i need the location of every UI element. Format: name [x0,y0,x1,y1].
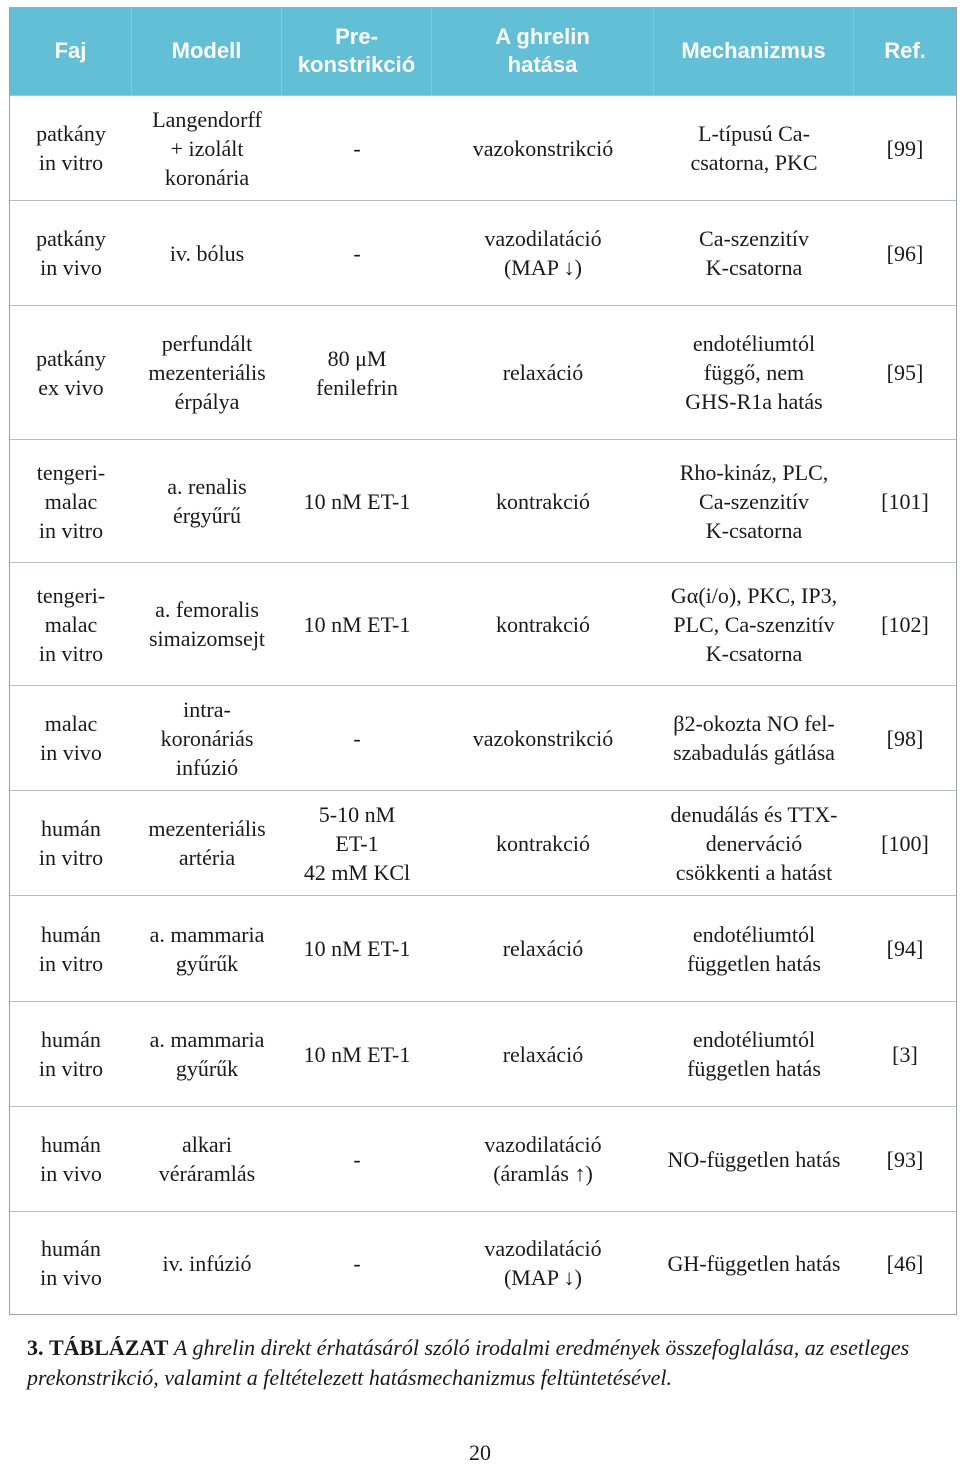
table-header [10,7,956,95]
cell-hatas: relaxáció [502,360,584,385]
caption-text: A ghrelin direkt érhatásáról szóló irodalmi eredmények összefoglalása, az esetleges prekonstrikció, valamint a feltételezett hatásmechanizmus feltüntetésével. [27,1335,910,1390]
cell-faj: humán in vitro [38,1027,104,1081]
cell-prekonstrikcio: - [353,135,361,161]
table-row [10,95,956,200]
table-caption [27,1333,937,1393]
header-prekonstrikcio: Pre- konstrikció [282,7,432,95]
cell-faj: patkány ex vivo [36,345,106,400]
cell-ref: [93] [886,1146,924,1172]
cell-ref: [94] [886,936,924,961]
header-mechanizmus: Mechanizmus [654,7,854,95]
cell-prekonstrikcio: 10 nM ET-1 [303,936,411,961]
cell-hatas: vazokonstrikció [472,725,614,751]
table-row [10,1001,956,1106]
cell-hatas: relaxáció [502,1041,584,1067]
cell-mechanizmus: β2-okozta NO fel- szabadulás gátlása [673,711,835,765]
cell-ref: [99] [886,135,924,161]
cell-hatas: vazodilatáció (áramlás ↑) [484,1132,602,1186]
cell-faj: patkány in vitro [36,121,106,175]
cell-prekonstrikcio: 10 nM ET-1 [303,1041,411,1067]
cell-ref: [101] [881,488,929,514]
cell-modell: iv. infúzió [162,1250,252,1276]
cell-ref: [98] [886,725,924,751]
caption-number: 3. [27,1335,44,1360]
table-row [10,790,956,895]
cell-faj: tengeri- malac in vitro [36,582,106,666]
header-faj: Faj [10,7,132,95]
cell-hatas: kontrakció [495,830,591,856]
cell-hatas: kontrakció [495,611,591,637]
cell-prekonstrikcio: 80 μM fenilefrin [316,345,398,400]
cell-modell: a. renalis érgyűrű [167,474,247,528]
cell-faj: malac in vivo [40,711,102,765]
table-row [10,1211,956,1314]
cell-modell: a. mammaria gyűrűk [149,921,265,976]
cell-prekonstrikcio: 5-10 nM ET-1 42 mM KCl [303,801,411,885]
header-ghrelin-hatasa: A ghrelin hatása [432,7,654,95]
cell-ref: [100] [881,830,929,856]
cell-prekonstrikcio: - [353,1146,361,1172]
cell-faj: tengeri- malac in vitro [36,459,106,543]
cell-hatas: vazodilatáció (MAP ↓) [484,226,602,280]
caption-label: TÁBLÁZAT [49,1335,169,1360]
cell-mechanizmus: endotéliumtól független hatás [687,921,821,976]
cell-faj: humán in vivo [40,1236,102,1290]
table-row [10,439,956,562]
cell-hatas: relaxáció [502,936,584,961]
table-row [10,305,956,439]
cell-ref: [3] [892,1041,918,1067]
cell-mechanizmus: NO-független hatás [667,1146,841,1172]
cell-prekonstrikcio: 10 nM ET-1 [303,611,411,637]
table-row [10,200,956,305]
cell-mechanizmus: Ca-szenzitív K-csatorna [699,226,809,280]
cell-ref: [96] [886,240,924,266]
cell-mechanizmus: endotéliumtól független hatás [687,1027,821,1081]
cell-modell: mezenteriális artéria [148,816,266,870]
cell-hatas: vazodilatáció (MAP ↓) [484,1236,602,1290]
cell-faj: humán in vivo [40,1132,102,1186]
cell-mechanizmus: Gα(i/o), PKC, IP3, PLC, Ca-szenzitív K-csatorna [670,582,838,666]
table-row [10,895,956,1001]
cell-hatas: vazokonstrikció [472,135,614,161]
cell-faj: humán in vitro [38,816,104,870]
cell-modell: a. mammaria gyűrűk [149,1027,265,1081]
cell-modell: alkari véráramlás [158,1132,256,1186]
header-ref: Ref. [884,38,926,63]
cell-prekonstrikcio: - [353,1250,361,1276]
cell-prekonstrikcio: - [353,725,361,751]
cell-modell: a. femoralis simaizomsejt [148,597,266,651]
header-modell: Modell [132,7,282,95]
cell-mechanizmus: GH-független hatás [667,1250,841,1276]
cell-prekonstrikcio: 10 nM ET-1 [303,488,411,514]
cell-modell: Langendorff + izolált koronária [152,106,262,190]
page-number: 20 [469,1440,491,1465]
cell-ref: [95] [886,360,924,385]
cell-modell: perfundált mezenteriális érpálya [148,331,266,414]
cell-modell: iv. bólus [169,240,245,266]
data-table [9,7,957,1315]
cell-mechanizmus: L-típusú Ca- csatorna, PKC [690,121,818,175]
cell-modell: intra- koronáriás infúzió [160,696,254,780]
cell-ref: [46] [886,1250,924,1276]
cell-faj: humán in vitro [38,921,104,976]
table-row [10,1106,956,1211]
cell-mechanizmus: denudálás és TTX- denerváció csökkenti a hatást [670,801,838,885]
cell-ref: [102] [881,611,929,637]
cell-mechanizmus: Rho-kináz, PLC, Ca-szenzitív K-csatorna [679,459,829,543]
cell-faj: patkány in vivo [36,226,106,280]
cell-prekonstrikcio: - [353,240,361,266]
table-row [10,562,956,685]
table-row [10,685,956,790]
cell-mechanizmus: endotéliumtól függő, nem GHS-R1a hatás [685,331,823,414]
cell-hatas: kontrakció [495,488,591,514]
